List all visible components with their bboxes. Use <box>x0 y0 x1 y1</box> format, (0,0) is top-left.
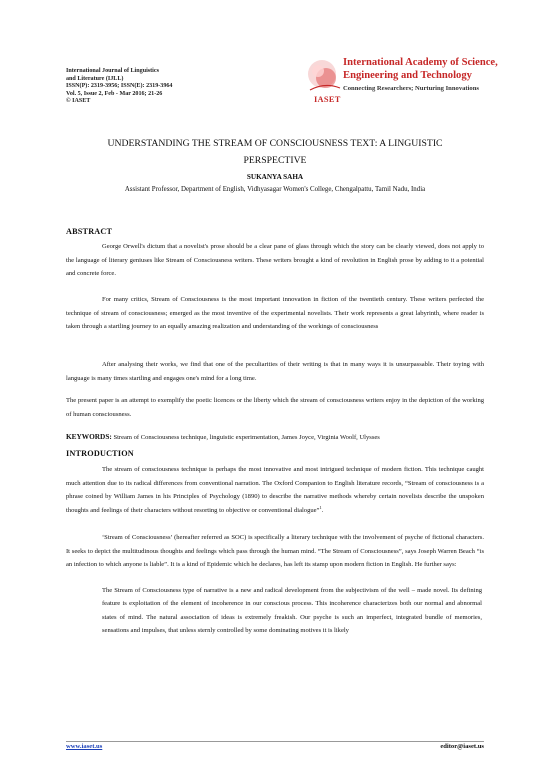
intro-paragraph <box>66 463 484 517</box>
journal-info <box>66 68 172 106</box>
logo-tagline: Connecting Researchers; Nurturing Innovations <box>343 85 479 92</box>
abstract-paragraph: For many critics, Stream of Consciousness is the most important innovation in fiction of the twentieth century. These writers perfected the technique of stream of consciousness; emerged as the most inventive of the experimental novelists. Their work represents a great labyrinth, where reader is taken through a startling journey to an equally amazing realization and understanding of the workings of consciousness <box>66 296 484 330</box>
journal-line: International Journal of Linguistics <box>66 68 159 74</box>
footer-email: editor@iaset.us <box>440 743 484 750</box>
keywords-label: KEYWORDS: <box>66 432 112 441</box>
journal-line: Vol. 5, Issue 2, Feb - Mar 2016; 21-26 <box>66 90 163 97</box>
journal-line: ISSN(P): 2319-3956; ISSN(E): 2319-3964 <box>66 83 173 90</box>
intro-paragraph-end: . <box>321 506 324 514</box>
journal-line: and Literature (IJLL) <box>66 75 124 82</box>
abstract-heading: ABSTRACT <box>66 227 113 236</box>
introduction-heading: INTRODUCTION <box>66 449 134 458</box>
author-affiliation: Assistant Professor, Department of English, Vidhyasagar Women's College, Chengalpattu, Tamil Nadu, India <box>124 186 426 193</box>
abstract-paragraph: George Orwell's dictum that a novelist's prose should be a clear pane of glass through which the story can be clearly viewed, does not apply to the language of literary geniuses like Stream of Consciousness writers. These writers brought a kind of revolution in English prose by adding to it a potential and concrete force. <box>66 243 484 277</box>
journal-line: © IASET <box>66 98 91 105</box>
abstract-paragraph: After analysing their works, we find that one of the peculiarities of their writing is that in many ways it is unsurpassable. Their toying with language is many times startling and engages one's mind for a long time. <box>66 361 484 382</box>
title-line2: PERSPECTIVE <box>243 155 307 166</box>
logo-line1: International Academy of Science, <box>343 57 498 68</box>
footer-divider <box>66 741 484 742</box>
intro-paragraph: ‘Stream of Consciousness’ (hereafter referred as SOC) is specifically a literary technique with the involvement of psyche of fictional characters. It seeks to depict the multitudinous thoughts and feelings which pass through the human mind. “The Stream of Consciousness”, says Joseph Warren Beach “is an infection to which anyone is liable”. It is a kind of Epidemic which he declares, has left its stamp upon modern fiction in English. He further says: <box>66 534 484 568</box>
logo-line2: Engineering and Technology <box>343 70 472 81</box>
logo-brand: IASET <box>314 95 341 104</box>
keywords <box>66 430 484 445</box>
footnote-ref: 1 <box>319 504 322 510</box>
keywords-text: Stream of Consciousness technique, linguistic experimentation, James Joyce, Virginia Woolf, Ulysses <box>111 434 380 441</box>
intro-paragraph-text: The stream of consciousness technique is perhaps the most innovative and most intrigued technique of modern fiction. This technique caught much attention due to its radical differences from conventional narration. The Oxford Companion to English literature records, “Stream of consciousness is a phrase coined by William James in his Principles of Psychology (1890) to describe the narrative methods whereby certain novelists describe the unspoken thoughts and feelings of their characters without resorting to objective or conventional dialogue” <box>66 466 484 514</box>
paper-title <box>66 135 484 169</box>
abstract-paragraph: The present paper is an attempt to exemplify the poetic licences or the liberty which the stream of consciousness writers enjoy in the depiction of the working of human consciousness. <box>66 397 484 418</box>
title-line1: UNDERSTANDING THE STREAM OF CONSCIOUSNESS TEXT: A LINGUISTIC <box>107 138 443 149</box>
footer-website-link[interactable]: www.iaset.us <box>66 743 103 750</box>
block-quote: The Stream of Consciousness type of narrative is a new and radical development from the subjectivism of the well – made novel. Its defining feature is exploitation of the element of incoherence in our conscious process. This incoherence characterizes both our normal and abnormal states of mind. The natural association of ideas is extremely freakish. Our psyche is such an imperfect, integrated bundle of memories, sensations and impulses, that unless sternly controlled by some dominating motives it is likely <box>102 587 482 635</box>
logo-text <box>343 56 503 94</box>
author-name: SUKANYA SAHA <box>246 173 304 181</box>
